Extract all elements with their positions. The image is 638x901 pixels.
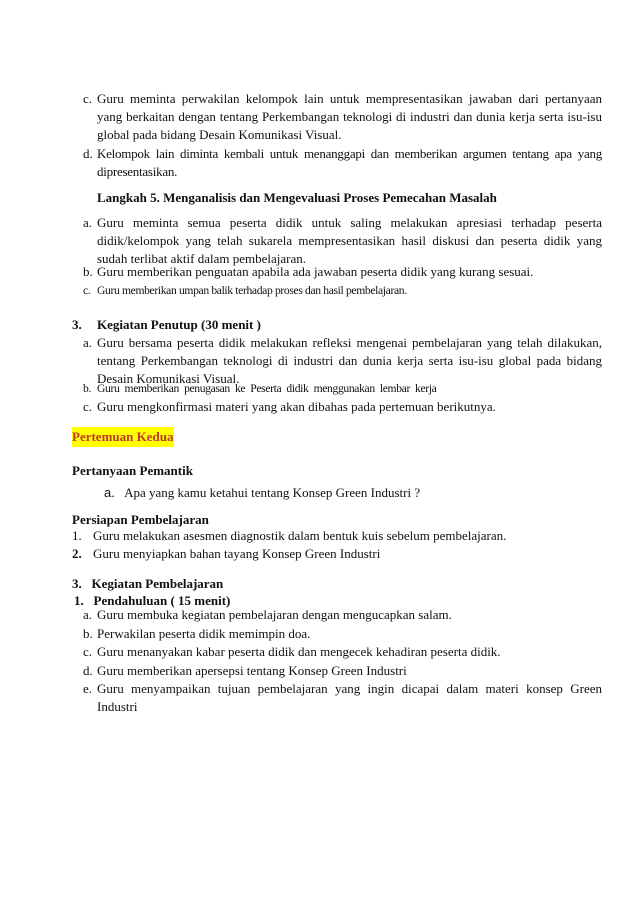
- list-item: [83, 145, 602, 181]
- list-item: [83, 643, 602, 661]
- list-item-text: Kelompok lain diminta kembali untuk menanggapi dan memberikan argumen tentang apa yang dipresentasikan.: [97, 146, 602, 179]
- list-item-text: Guru memberikan umpan balik terhadap proses dan hasil pembelajaran.: [97, 284, 407, 297]
- list-item-text: Apa yang kamu ketahui tentang Konsep Green Industri ?: [124, 485, 421, 500]
- list-marker: d.: [83, 663, 93, 678]
- list-marker: c.: [83, 399, 93, 414]
- list-item: [83, 625, 602, 643]
- list-marker: 2.: [72, 546, 82, 561]
- highlighted-title: Pertemuan Kedua: [72, 427, 174, 447]
- list-item: [83, 263, 602, 281]
- section-heading: 3. Kegiatan Pembelajaran: [72, 576, 224, 591]
- list-item: [83, 398, 602, 416]
- list-item-text: Guru meminta semua peserta didik untuk saling melakukan apresiasi terhadap peserta didik/kelompok yang telah sukarela mempresentasikan hasil diskusi dan peserta didik yang sudah terlibat aktif dalam pembelajaran.: [97, 215, 602, 266]
- sub-heading: 1. Pendahuluan ( 15 menit): [74, 593, 231, 608]
- step-heading: Langkah 5. Menganalisis dan Mengevaluasi Proses Pemecahan Masalah: [97, 190, 497, 205]
- list-marker: c.: [83, 644, 93, 659]
- list-marker: a.: [83, 335, 93, 350]
- list-marker: e.: [83, 681, 93, 696]
- list-item: [83, 90, 602, 144]
- list-marker: a.: [83, 215, 93, 230]
- list-item: [72, 527, 506, 545]
- list-item-text: Guru membuka kegiatan pembelajaran dengan mengucapkan salam.: [97, 607, 452, 622]
- list-marker: a.: [104, 485, 115, 500]
- list-item-text: Guru menyampaikan tujuan pembelajaran yang ingin dicapai dalam materi konsep Green Industri: [97, 681, 602, 714]
- list-marker: c.: [83, 284, 91, 297]
- list-marker: d.: [83, 146, 93, 161]
- list-item: [83, 282, 602, 300]
- list-item: [83, 214, 602, 268]
- list-item: [83, 680, 602, 716]
- list-item: [72, 545, 380, 563]
- list-item: [104, 484, 420, 502]
- section-heading: Kegiatan Penutup (30 menit ): [97, 317, 261, 332]
- list-item-text: Guru melakukan asesmen diagnostik dalam bentuk kuis sebelum pembelajaran.: [93, 528, 507, 543]
- list-item-text: Perwakilan peserta didik memimpin doa.: [97, 626, 311, 641]
- section-heading: Persiapan Pembelajaran: [72, 512, 209, 527]
- section-number: 3.: [72, 317, 82, 332]
- list-item: [83, 380, 602, 398]
- list-marker: b.: [83, 626, 93, 641]
- list-item-text: Guru memberikan penugasan ke Peserta didik menggunakan lembar kerja: [97, 382, 437, 395]
- section-heading: Pertanyaan Pemantik: [72, 463, 193, 478]
- meeting-title: [72, 428, 174, 446]
- list-item-text: Guru menanyakan kabar peserta didik dan mengecek kehadiran peserta didik.: [97, 644, 501, 659]
- list-marker: c.: [83, 91, 93, 106]
- list-marker: b.: [83, 382, 91, 395]
- list-item-text: Guru memberikan penguatan apabila ada jawaban peserta didik yang kurang sesuai.: [97, 264, 534, 279]
- list-item-text: Guru bersama peserta didik melakukan refleksi mengenai pembelajaran yang telah dilakukan, tentang Perkembangan teknologi di industri dan dunia kerja serta isu-isu global pada bidang Desain Komunikasi Visual.: [97, 335, 602, 386]
- list-marker: 1.: [72, 528, 82, 543]
- list-item: [83, 606, 602, 624]
- list-item: [83, 662, 602, 680]
- list-marker: a.: [83, 607, 93, 622]
- list-item-text: Guru mengkonfirmasi materi yang akan dibahas pada pertemuan berikutnya.: [97, 399, 496, 414]
- list-item-text: Guru menyiapkan bahan tayang Konsep Green Industri: [93, 546, 381, 561]
- list-marker: b.: [83, 264, 93, 279]
- list-item-text: Guru meminta perwakilan kelompok lain untuk mempresentasikan jawaban dari pertanyaan yang berkaitan dengan tentang Perkembangan teknologi di industri dan dunia kerja serta isu-isu global pada bidang Desain Komunikasi Visual.: [97, 91, 602, 142]
- list-item-text: Guru memberikan apersepsi tentang Konsep Green Industri: [97, 663, 407, 678]
